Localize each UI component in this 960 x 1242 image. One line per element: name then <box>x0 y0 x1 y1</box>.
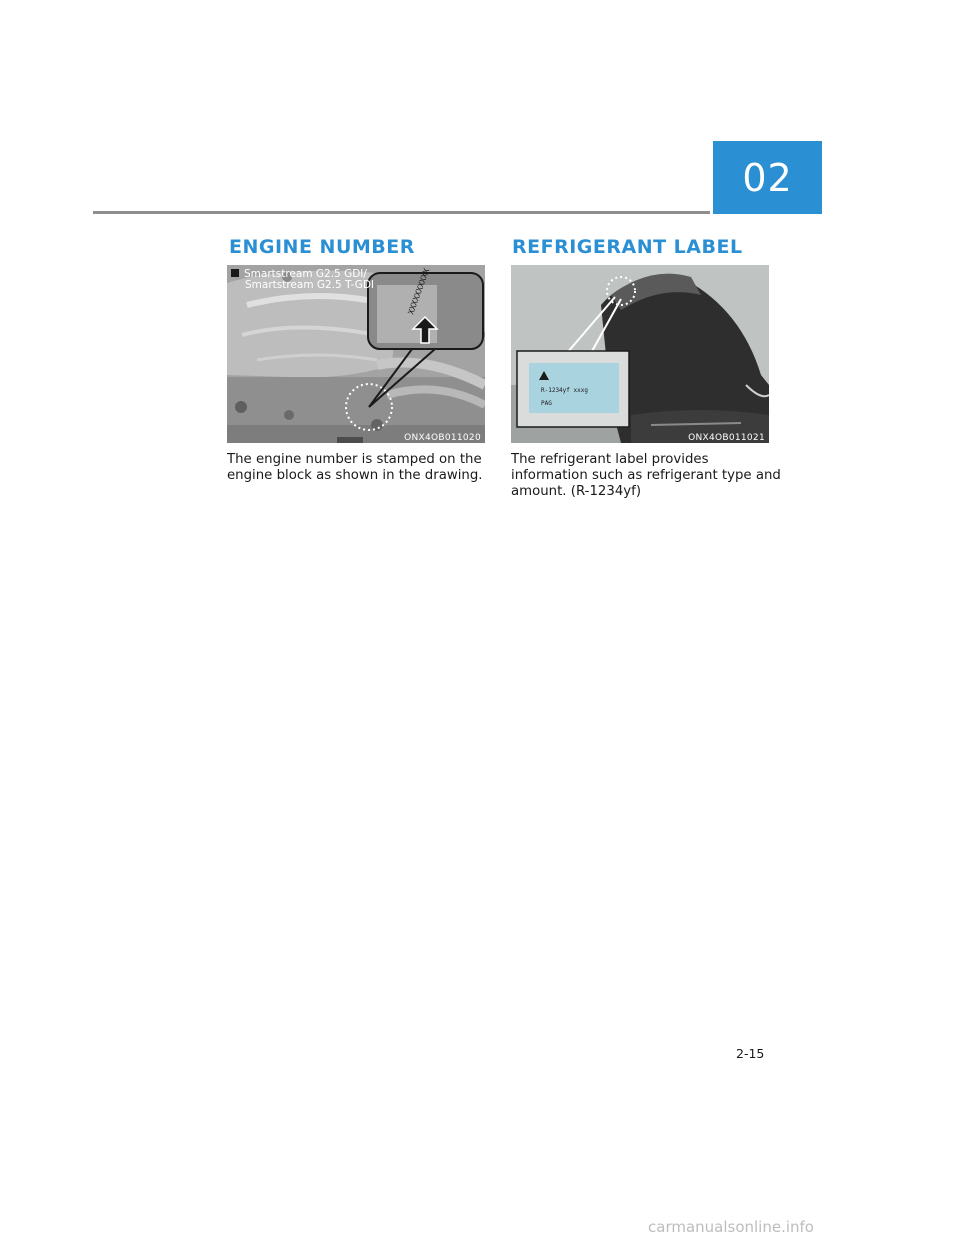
engine-figure-code: ONX4OB011020 <box>404 433 481 443</box>
refrigerant-figure-code: ONX4OB011021 <box>688 433 765 443</box>
engine-number-figure <box>227 265 485 443</box>
engine-variant-line1: Smartstream G2.5 GDI/ <box>244 268 367 280</box>
refrigerant-label-figure <box>511 265 769 443</box>
page-number: 2-15 <box>736 1046 765 1061</box>
chapter-tab <box>713 141 822 214</box>
refrigerant-body-line3: amount. (R-1234yf) <box>511 484 642 499</box>
refrigerant-body-line1: The refrigerant label provides <box>511 452 709 467</box>
engine-stamp-text: XXXXXXXXXX <box>406 267 432 316</box>
refrigerant-label-body <box>511 452 781 500</box>
engine-number-body <box>227 452 483 484</box>
bullet-square-icon <box>231 269 239 277</box>
engine-body-line1: The engine number is stamped on the <box>227 452 482 467</box>
watermark: carmanualsonline.info <box>648 1218 814 1236</box>
chapter-number: 02 <box>742 155 793 200</box>
section-title-engine-number: ENGINE NUMBER <box>229 236 415 258</box>
label-row2-text: PAG <box>541 400 552 407</box>
engine-variant-line2: Smartstream G2.5 T-GDI <box>245 279 375 291</box>
car-hood-illustration <box>511 265 769 443</box>
engine-bay-illustration <box>227 265 485 443</box>
section-title-refrigerant-label: REFRIGERANT LABEL <box>512 236 743 258</box>
engine-variant-note <box>231 269 374 291</box>
label-row1-text: R-1234yf xxxg <box>541 387 588 394</box>
engine-body-line2: engine block as shown in the drawing. <box>227 468 483 483</box>
header-rule <box>93 211 710 214</box>
refrigerant-body-line2: information such as refrigerant type and <box>511 468 781 483</box>
